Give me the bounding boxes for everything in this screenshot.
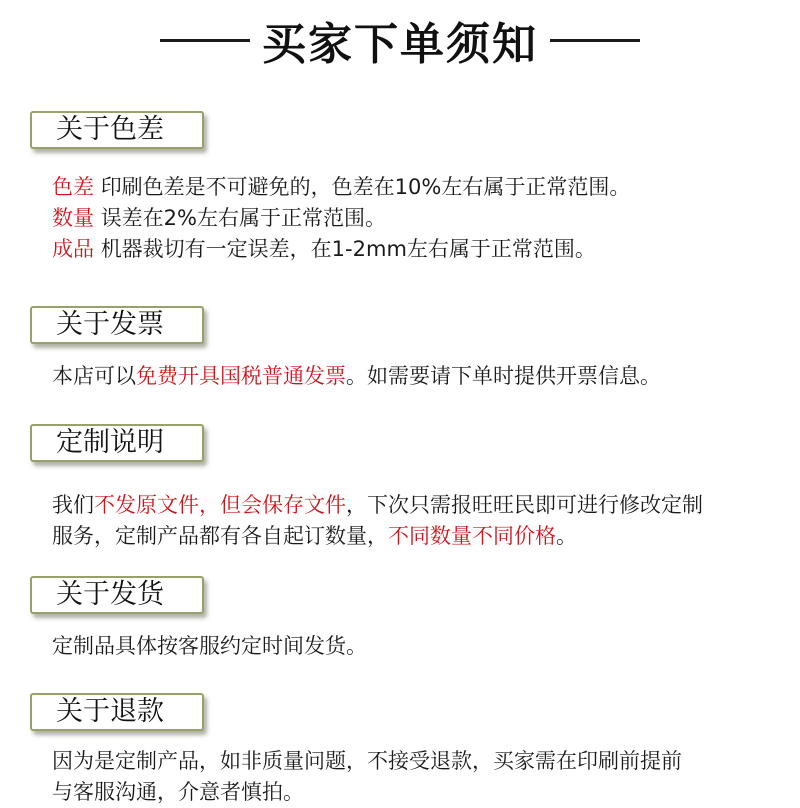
invoice-post: 。如需要请下单时提供开票信息。 — [346, 364, 661, 388]
quantity-row — [52, 203, 780, 234]
refund-line1-a: 因为是定制产品，如非质量问题，不 — [52, 749, 388, 773]
section-label-customization: 定制说明 — [30, 424, 204, 462]
custom-line-2 — [52, 521, 780, 552]
shipping-text: 定制品具体按客服约定时间发货。 — [52, 634, 367, 658]
quantity-row-key: 数量 — [52, 206, 94, 230]
color-row-text: 印刷色差是不可避免的，色差在10%左右属于正常范围。 — [100, 175, 631, 199]
custom-line1-highlight: 不发原文件，但会保存文件 — [94, 493, 346, 517]
invoice-highlight: 免费开具国税普通发票 — [136, 364, 346, 388]
custom-line-1 — [52, 490, 780, 521]
section-label-color-difference: 关于色差 — [30, 111, 204, 149]
title-left-rule — [160, 39, 250, 42]
quantity-row-text: 误差在2%左右属于正常范围。 — [100, 206, 387, 230]
refund-line-1 — [52, 746, 780, 777]
page-title: 买家下单须知 — [262, 19, 538, 70]
refund-line1-d: 需在印刷前提前 — [535, 749, 682, 773]
title-right-rule — [550, 39, 640, 42]
page-header — [0, 8, 800, 72]
section-label-invoice: 关于发票 — [30, 306, 204, 344]
color-row-1 — [52, 172, 780, 203]
refund-line1-c: ，买家 — [472, 749, 535, 773]
section-label-refund: 关于退款 — [30, 693, 204, 731]
custom-line2-pre: 服务，定制产品都有各自起订数量， — [52, 524, 388, 548]
custom-line1-post: ，下次只需报旺旺民即可进行修改定制 — [346, 493, 703, 517]
section-label-shipping: 关于发货 — [30, 576, 204, 614]
color-difference-text — [52, 172, 780, 265]
invoice-text — [52, 361, 780, 392]
refund-text — [52, 746, 780, 808]
custom-line2-post: 。 — [556, 524, 577, 548]
product-row-text: 机器裁切有一定误差，在1-2mm左右属于正常范围。 — [100, 237, 596, 261]
color-row-key: 色差 — [52, 175, 94, 199]
refund-line-2: 与客服沟通，介意者慎拍。 — [52, 780, 304, 804]
product-row-key: 成品 — [52, 237, 94, 261]
product-row — [52, 234, 780, 265]
customization-text — [52, 490, 780, 552]
custom-line1-pre: 我们 — [52, 493, 94, 517]
refund-line1-b: 接受退款 — [388, 749, 472, 773]
custom-line2-highlight: 不同数量不同价格 — [388, 524, 556, 548]
invoice-pre: 本店可以 — [52, 364, 136, 388]
